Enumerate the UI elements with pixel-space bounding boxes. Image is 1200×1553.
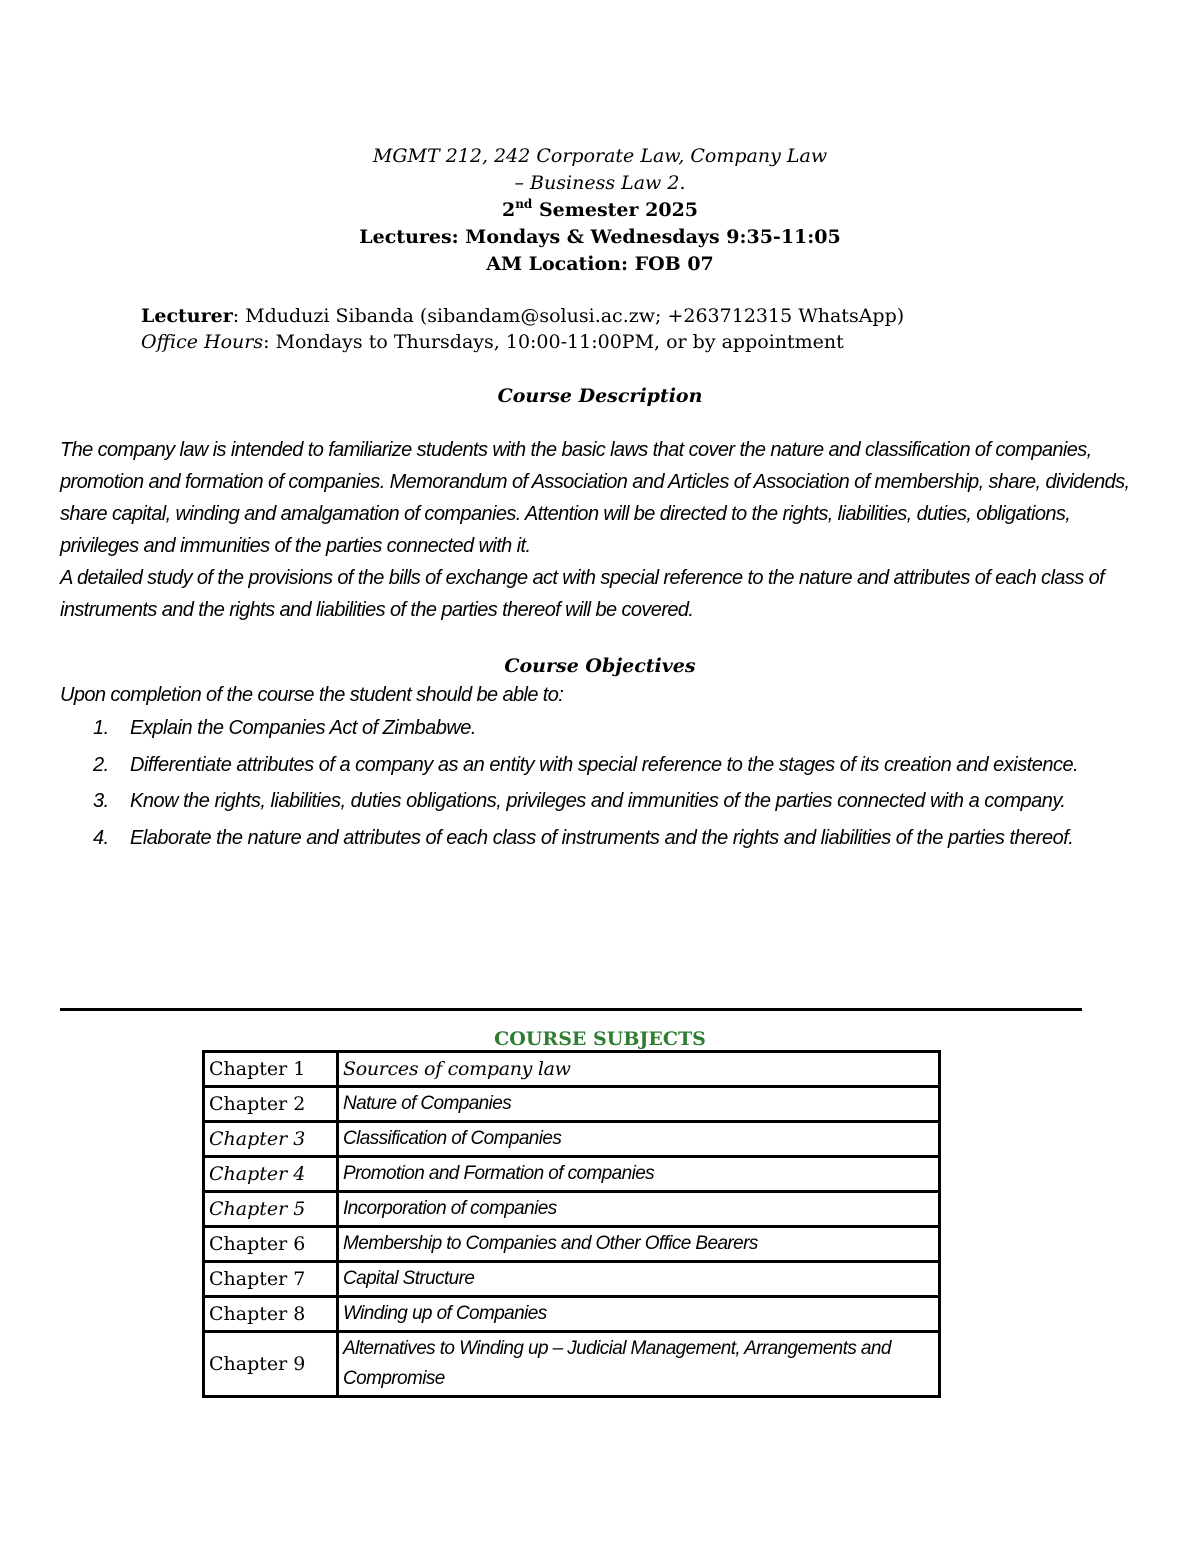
course-subjects-table bbox=[202, 1050, 941, 1398]
lectures-line: Lectures: Mondays & Wednesdays 9:35-11:05 bbox=[359, 226, 841, 248]
chapter-cell: Chapter 5 bbox=[204, 1192, 338, 1227]
objectives-list bbox=[90, 710, 1085, 856]
list-item bbox=[90, 820, 1085, 857]
topic-cell: Classification of Companies bbox=[338, 1122, 940, 1157]
office-hours-value: : Mondays to Thursdays, 10:00-11:00PM, or by appointment bbox=[263, 331, 844, 353]
topic-cell: Promotion and Formation of companies bbox=[338, 1157, 940, 1192]
topic-cell: Winding up of Companies bbox=[338, 1297, 940, 1332]
topic-cell: Membership to Companies and Other Office Bearers bbox=[338, 1227, 940, 1262]
lecturer-label: Lecturer bbox=[141, 305, 233, 327]
lecturer-line bbox=[141, 303, 904, 329]
semester-line bbox=[0, 197, 1200, 223]
objective-number: 3. bbox=[93, 790, 109, 812]
table-row bbox=[204, 1297, 940, 1332]
objective-number: 1. bbox=[93, 717, 109, 739]
table-row bbox=[204, 1087, 940, 1122]
course-title: MGMT 212, 242 Corporate Law, Company Law bbox=[372, 145, 828, 167]
lecturer-value: : Mduduzi Sibanda (sibandam@solusi.ac.zw; +263712315 WhatsApp) bbox=[232, 305, 905, 327]
table-row bbox=[204, 1332, 940, 1397]
course-subjects-heading: COURSE SUBJECTS bbox=[494, 1028, 706, 1050]
objective-text: Explain the Companies Act of Zimbabwe. bbox=[130, 717, 476, 739]
list-item bbox=[90, 747, 1085, 784]
objective-number: 2. bbox=[93, 753, 109, 776]
chapter-cell: Chapter 3 bbox=[204, 1122, 338, 1157]
topic-cell: Sources of company law bbox=[338, 1052, 940, 1087]
chapter-cell: Chapter 1 bbox=[204, 1052, 338, 1087]
chapter-cell: Chapter 4 bbox=[204, 1157, 338, 1192]
course-subtitle: – Business Law 2. bbox=[514, 172, 686, 194]
objective-text: Elaborate the nature and attributes of each class of instruments and the rights and liabilities of the parties thereof. bbox=[130, 826, 1074, 849]
topic-cell: Nature of Companies bbox=[338, 1087, 940, 1122]
office-hours-line bbox=[141, 329, 844, 355]
table-row bbox=[204, 1262, 940, 1297]
topic-cell: Incorporation of companies bbox=[338, 1192, 940, 1227]
list-item bbox=[90, 710, 1085, 747]
objectives-intro: Upon completion of the course the student should be able to: bbox=[60, 684, 564, 706]
chapter-cell: Chapter 8 bbox=[204, 1297, 338, 1332]
course-objectives-heading: Course Objectives bbox=[504, 655, 696, 677]
objective-number: 4. bbox=[93, 826, 109, 849]
chapter-cell: Chapter 7 bbox=[204, 1262, 338, 1297]
location-line: AM Location: FOB 07 bbox=[486, 253, 714, 275]
description-paragraph-2: A detailed study of the provisions of the bills of exchange act with special reference to the nature and attributes of each class of instruments and the rights and liabilities of the parties thereof will be covered. bbox=[60, 567, 1105, 621]
chapter-cell: Chapter 6 bbox=[204, 1227, 338, 1262]
table-row bbox=[204, 1192, 940, 1227]
semester-number: 2 bbox=[501, 199, 516, 221]
semester-ordinal: nd bbox=[515, 196, 533, 211]
course-description-heading: Course Description bbox=[497, 385, 703, 407]
chapter-cell: Chapter 2 bbox=[204, 1087, 338, 1122]
chapter-cell: Chapter 9 bbox=[204, 1332, 338, 1397]
topic-cell: Capital Structure bbox=[338, 1262, 940, 1297]
objective-text: Know the rights, liabilities, duties obligations, privileges and immunities of the parties connected with a company. bbox=[130, 790, 1066, 812]
topic-cell: Alternatives to Winding up – Judicial Management, Arrangements and Compromise bbox=[338, 1332, 940, 1397]
section-divider bbox=[60, 1008, 1082, 1011]
list-item bbox=[90, 783, 1085, 820]
objective-text: Differentiate attributes of a company as an entity with special reference to the stages of its creation and existence. bbox=[130, 753, 1079, 776]
course-description-body bbox=[60, 434, 1150, 626]
office-hours-label: Office Hours bbox=[141, 331, 264, 353]
table-row bbox=[204, 1122, 940, 1157]
table-row bbox=[204, 1227, 940, 1262]
description-paragraph-1: The company law is intended to familiarize students with the basic laws that cover the nature and classification of companies, promotion and formation of companies. Memorandum of Association and Articles of Association of membership, share, dividends, share capital, winding and amalgamation of companies. Attention will be directed to the rights, liabilities, duties, obligations, privileges and immunities of the parties connected with it. bbox=[60, 439, 1130, 557]
table-row bbox=[204, 1157, 940, 1192]
table-row bbox=[204, 1052, 940, 1087]
semester-text: Semester 2025 bbox=[532, 199, 699, 221]
